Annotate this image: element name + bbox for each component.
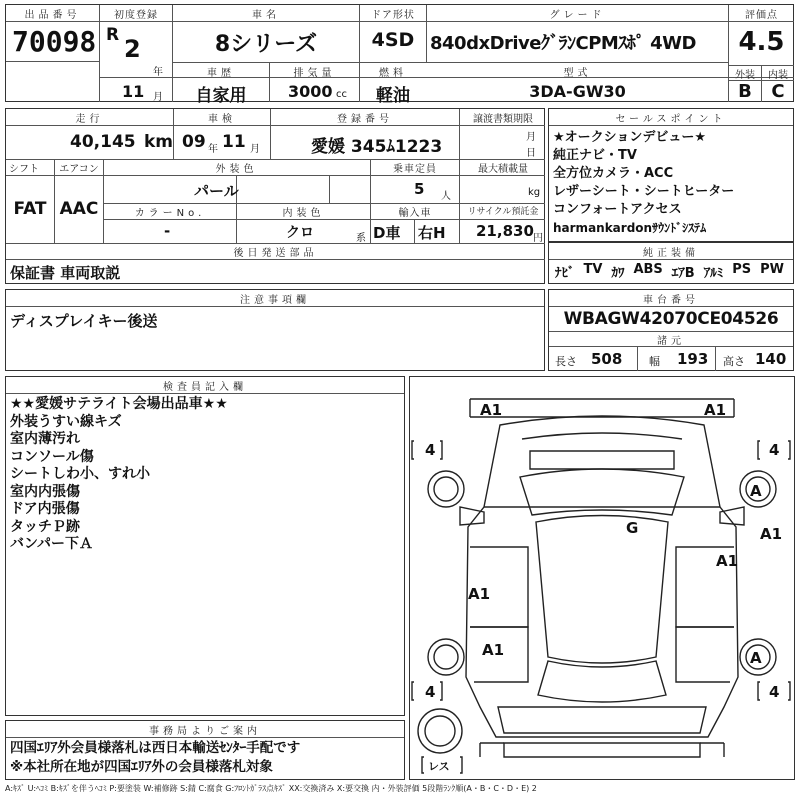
inspector-line: ドア内張傷: [10, 501, 80, 517]
height: 140: [755, 350, 787, 368]
damage-left-rear: A1: [482, 641, 505, 659]
office-notes: [10, 739, 300, 777]
chassis-number: WBAGW42070CE04526: [563, 309, 779, 329]
ac-label: エアコン: [59, 164, 99, 175]
yen-unit: 円: [533, 233, 543, 244]
kg-unit: kg: [528, 187, 541, 198]
reg-year: 2: [124, 35, 141, 63]
height-label: 高さ: [723, 355, 745, 368]
history-label: 車歴: [207, 68, 235, 79]
transfer-day-unit: 日: [526, 148, 536, 159]
damage-right-side: A1: [760, 525, 783, 543]
inspector-notes: [10, 396, 228, 554]
spare-tire-label: レス: [428, 760, 450, 773]
tire-tread-front-right: 4: [769, 441, 780, 459]
sales-points-list: [553, 129, 734, 237]
damage-wheel-front: A: [750, 482, 762, 500]
damage-diagram: [409, 376, 795, 780]
equip-item: ABS: [633, 262, 663, 277]
exterior-label: 外装: [735, 70, 755, 81]
tire-tread-rear-right: 4: [769, 683, 780, 701]
mileage-label: 走行: [75, 114, 104, 125]
km-unit: km: [144, 132, 174, 152]
exterior-color: パール: [194, 182, 239, 200]
interior-grade: C: [771, 81, 785, 102]
sales-point: コンフォートアクセス: [553, 202, 682, 217]
caution-text: ディスプレイキー後送: [10, 312, 158, 330]
grade: 840dxDriveｸﾞﾗﾝCPMｽﾎﾟ 4WD: [430, 33, 696, 54]
history: 自家用: [195, 86, 247, 106]
color-no-label: カラーNo.: [134, 208, 206, 219]
fuel-label: 燃料: [379, 68, 407, 79]
sales-label: セールスポイント: [615, 114, 727, 125]
inspector-line: ★★愛媛サテライト会場出品車★★: [10, 396, 228, 412]
inspector-line: 室内薄汚れ: [10, 431, 80, 447]
cc-unit: cc: [336, 89, 347, 100]
transfer-month-unit: 月: [526, 132, 536, 143]
equipment-list: [555, 262, 784, 281]
tire-tread-front-left: 4: [425, 441, 436, 459]
car-outline-svg: [410, 377, 794, 779]
import-label: 輸入車: [398, 208, 432, 219]
plate-label: 登録番号: [337, 114, 393, 125]
inspector-line: タッチＰ跡: [10, 518, 80, 535]
tire-tread-rear-left: 4: [425, 683, 436, 701]
insp-month-unit: 月: [250, 144, 260, 155]
color-number: -: [164, 222, 171, 240]
caution-label: 注意事項欄: [240, 295, 310, 306]
damage-right-door: A1: [716, 552, 739, 570]
office-line: ※本社所在地が四国ｴﾘｱ外の会員様落札対象: [10, 759, 273, 775]
displacement-label: 排気量: [293, 68, 336, 79]
model: 3DA-GW30: [529, 82, 626, 101]
inspector-label: 検査員記入欄: [163, 382, 247, 393]
equip-item: TV: [583, 262, 603, 277]
fuel: 軽油: [376, 86, 410, 106]
import-type: D車: [373, 224, 401, 242]
reg-month-unit: 月: [153, 92, 163, 103]
sales-point: harmankardonｻｳﾝﾄﾞｼｽﾃﾑ: [553, 221, 707, 235]
width: 193: [677, 350, 709, 368]
office-label: 事務局よりご案内: [149, 726, 261, 737]
exterior-grade: B: [738, 81, 752, 102]
damage-roof: G: [626, 519, 639, 537]
car-name-label: 車名: [252, 10, 280, 21]
office-line: 四国ｴﾘｱ外会員様落札は西日本輸送ｾﾝﾀｰ手配です: [10, 740, 301, 756]
width-label: 幅: [649, 355, 660, 368]
equip-item: ｱﾙﾐ: [703, 266, 724, 281]
transfer-label: 譲渡書類期限: [473, 114, 533, 125]
insp-month: 11: [222, 132, 246, 152]
inspector-line: コンソール傷: [10, 448, 94, 465]
damage-wheel-rear: A: [750, 649, 762, 667]
sales-point: レザーシート・シートヒーター: [553, 184, 735, 199]
door-type: 4SD: [371, 29, 415, 51]
sales-point: 全方位カメラ・ACC: [553, 166, 674, 181]
reg-label: 初度登録: [114, 10, 158, 21]
car-name: 8シリーズ: [214, 32, 318, 57]
shift-label: シフト: [9, 164, 39, 175]
insp-year: 09: [182, 132, 206, 152]
recycle-label: リサイクル預託金: [467, 207, 539, 217]
capacity-label: 乗車定員: [393, 164, 437, 175]
shift: FAT: [13, 199, 47, 219]
equip-item: PW: [760, 262, 784, 277]
chassis-box: [548, 289, 794, 371]
chassis-label: 車台番号: [643, 295, 699, 306]
reg-era: R: [106, 25, 120, 45]
interior-label: 内装: [768, 70, 788, 81]
color-label: 外装色: [215, 164, 258, 175]
grade-label: グレード: [549, 10, 606, 21]
later-parts: 保証書 車両取説: [10, 264, 121, 282]
insp-year-unit: 年: [208, 144, 218, 155]
capacity: 5: [414, 180, 425, 198]
reg-year-unit: 年: [153, 67, 163, 78]
header-table: [5, 4, 794, 106]
equip-item: PS: [732, 262, 752, 277]
person-unit: 人: [441, 191, 451, 202]
interior-color: クロ: [286, 225, 314, 241]
inspector-line: 室内内張傷: [10, 483, 80, 500]
equip-item: ﾅﾋﾞ: [555, 266, 575, 281]
interior-color-label: 内装色: [282, 208, 325, 219]
inspector-line: 外装うすい線キズ: [10, 413, 122, 430]
air-conditioner: AAC: [59, 199, 99, 219]
damage-left-door: A1: [468, 585, 491, 603]
sales-points-box: [548, 108, 794, 242]
kei-unit: 系: [356, 233, 366, 244]
recycle-fee: 21,830: [476, 222, 534, 240]
score: 4.5: [738, 27, 785, 57]
inspector-line: バンパー下Ａ: [10, 536, 94, 552]
inspection-label: 車検: [208, 114, 236, 125]
mileage: 40,145: [70, 132, 136, 152]
score-label: 評価点: [745, 10, 778, 21]
sales-point: 純正ナビ・TV: [553, 148, 637, 163]
specs-label: 諸元: [657, 336, 685, 347]
office-box: [5, 720, 405, 780]
length: 508: [591, 350, 623, 368]
damage-front-right: A1: [704, 401, 727, 419]
reg-month: 11: [122, 82, 145, 101]
inspector-line: シートしわ小、すれ小: [10, 466, 150, 482]
damage-front-left: A1: [480, 401, 503, 419]
displacement: 3000: [288, 82, 333, 101]
equipment-box: [548, 242, 794, 284]
lot-label: 出品番号: [24, 10, 81, 21]
caution-box: [5, 289, 545, 371]
equip-item: ｴｱB: [671, 266, 695, 281]
later-parts-label: 後日発送部品: [233, 248, 318, 259]
vehicle-detail-table: [5, 108, 545, 284]
length-label: 長さ: [555, 355, 577, 368]
equip-label: 純正装備: [643, 248, 699, 259]
inspector-box: [5, 376, 405, 716]
sales-point: ★オークションデビュー★: [553, 130, 707, 145]
legend: A:ｷｽﾞ U:ﾍｺﾐ B:ｷｽﾞを伴うﾍｺﾐ P:要塗装 W:補修跡 S:錆 C:腐食 G:ﾌﾛﾝﾄｶﾞﾗｽ点ｷｽﾞ XX:交換済み X:要交換 内・外装評価 5段階ﾗﾝｸ順(A・B・C・D・E) 2: [5, 784, 537, 793]
lot-number: 70098: [12, 25, 97, 58]
plate: 愛媛 345ﾑ1223: [311, 137, 443, 157]
model-label: 型式: [563, 68, 592, 79]
steering-side: 右H: [418, 224, 446, 242]
equip-item: ｶﾜ: [611, 266, 625, 281]
door-label: ドア形状: [371, 10, 415, 21]
load-label: 最大積載量: [478, 164, 528, 175]
